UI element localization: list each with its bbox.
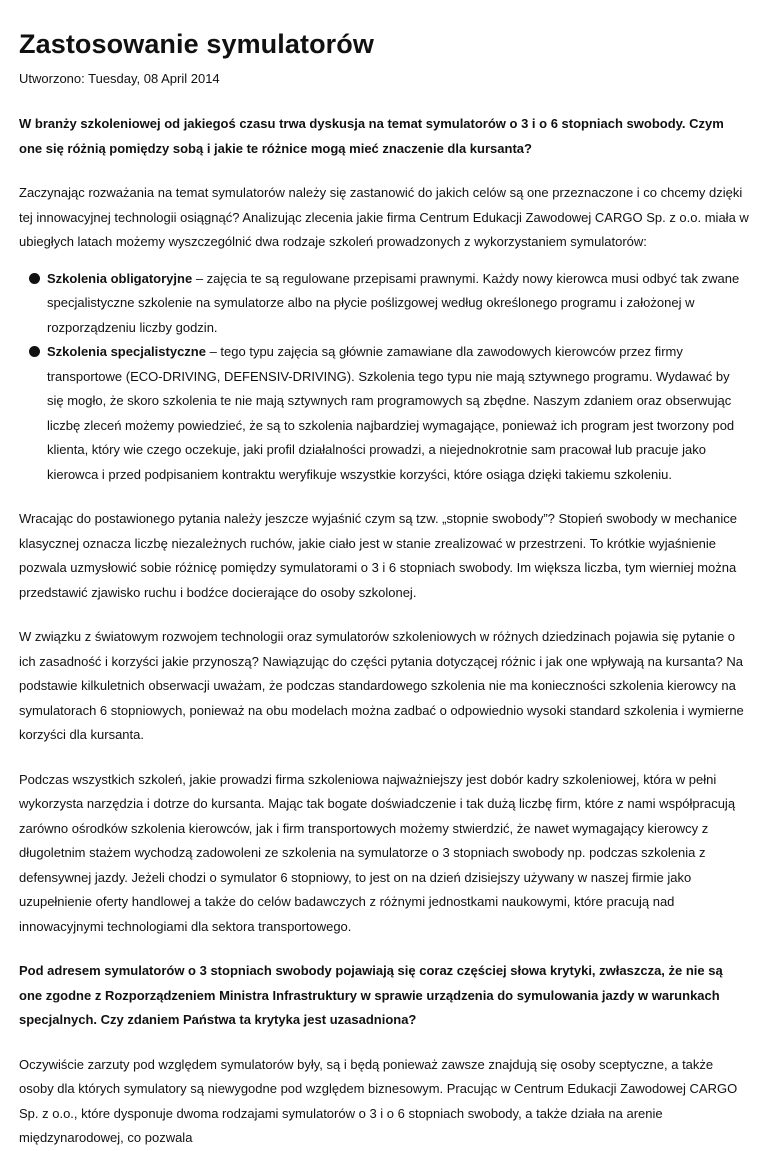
paragraph-technology: W związku z światowym rozwojem technologii oraz symulatorów szkoleniowych w różnych dziedzinach pojawia się pytanie o ich zasadność i korzyści jakie przynoszą? Nawiązując do części pytania dotyczącej różnic i jak one wpływają na kursanta? Na podstawie kilkuletnich obserwacji uważam, że podczas standardowego szkolenia nie ma konieczności szkolenia kierowcy na symulatorach 6 stopniowych, ponieważ na obu modelach można zadbać o odpowiednio wysoki standard szkolenia i wymierne korzyści dla kursanta. <box>19 629 744 742</box>
bullet-icon <box>29 346 40 357</box>
list-item-text: – zajęcia te są regulowane przepisami prawnymi. Każdy nowy kierowca musi odbyć tak zwane specjalistyczne szkolenie na symulatorze albo na płycie poślizgowej według określonego programu i założonej w rozporządzeniu liczby godzin. <box>47 270 740 335</box>
paragraph-intro: Zaczynając rozważania na temat symulatorów należy się zastanowić do jakich celów są one przeznaczone i co chcemy dzięki tej innowacyjnej technologii osiągnąć? Analizując zlecenia jakie firma Centrum Edukacji Zawodowej CARGO Sp. z o.o. miała w ubiegłych latach możemy wyszczególnić dwa rodzaje szkoleń prowadzonych z wykorzystaniem symulatorów: <box>19 185 749 249</box>
bullet-icon <box>29 273 40 284</box>
question-criticism: Pod adresem symulatorów o 3 stopniach swobody pojawiają się coraz częściej słowa krytyki, zwłaszcza, że nie są one zgodne z Rozporządzeniem Ministra Infrastruktury w sprawie urządzenia do symulowania jazdy w warunkach specjalnych. Czy zdaniem Państwa ta krytyka jest uzasadniona? <box>19 963 723 1027</box>
created-date: Utworzono: Tuesday, 08 April 2014 <box>19 71 220 86</box>
list-item-term: Szkolenia specjalistyczne <box>47 344 206 359</box>
list-item-text: – tego typu zajęcia są głównie zamawiane dla zawodowych kierowców przez firmy transportowe (ECO-DRIVING, DEFENSIV-DRIVING). Szkolenia tego typu nie mają sztywnego programu. Wydawać by się mogło, że skoro szkolenia te nie mają sztywnych ram programowych są zbędne. Naszym zdaniem oraz obserwując liczbę zleceń możemy powiedzieć, że są to szkolenia najbardziej wymagające, ponieważ ich program jest tworzony pod klienta, który wie czego oczekuje, jaki profil działalności prowadzi, a niejednokrotnie sam pracował lub pracuje jako kierowca i przed podpisaniem kontraktu weryfikuje wszystkie korzyści, które osiąga dzięki takiemu szkoleniu. <box>47 344 735 482</box>
paragraph-degrees-of-freedom: Wracając do postawionego pytania należy jeszcze wyjaśnić czym są tzw. „stopnie swobody”? Stopień swobody w mechanice klasycznej oznacza liczbę niezależnych ruchów, jakie ciało jest w stanie zrealizować w przestrzeni. To krótkie wyjaśnienie pozwala uzmysłowić sobie różnicę pomiędzy symulatorami o 3 i 6 stopniach swobody. Im większa liczba, tym wierniej można przedstawić zjawisko ruchu i bodźce docierające do osoby szkolonej. <box>19 511 738 600</box>
list-item <box>29 340 749 487</box>
training-types-list <box>19 267 749 488</box>
paragraph-answer: Oczywiście zarzuty pod względem symulatorów były, są i będą ponieważ zawsze znajdują się osoby sceptyczne, a także osoby dla których symulatory są niewygodne pod względem biznesowym. Pracując w Centrum Edukacji Zawodowej CARGO Sp. z o.o., które dysponuje dwoma rodzajami symulatorów o 3 i o 6 stopniach swobody, a także działa na arenie międzynarodowej, co pozwala <box>19 1056 738 1145</box>
list-item <box>29 267 749 341</box>
paragraph-staff: Podczas wszystkich szkoleń, jakie prowadzi firma szkoleniowa najważniejszy jest dobór kadry szkoleniowej, która w pełni wykorzysta narzędzia i dotrze do kursanta. Mając tak bogate doświadczenie i tak dużą liczbę firm, które z nami współpracują zarówno ośrodków szkolenia kierowców, jak i firm transportowych możemy stwierdzić, że nawet wymagający kierowcy z długoletnim stażem wychodzą zadowoleni ze szkolenia na symulatorze o 3 stopniach swobody np. podczas szkolenia z defensywnej jazdy. Jeżeli chodzi o symulator 6 stopniowy, to jest on na dzień dzisiejszy używany w naszej firmie jako uzupełnienie oferty handlowej a także do celów badawczych z różnymi jednostkami naukowymi, które pracują nad innowacyjnymi technologiami dla sektora transportowego. <box>19 771 736 934</box>
lead-question: W branży szkoleniowej od jakiegoś czasu trwa dyskusja na temat symulatorów o 3 i o 6 stopniach swobody. Czym one się różnią pomiędzy sobą i jakie te różnice mogą mieć znaczenie dla kursanta? <box>19 116 724 156</box>
page-title: Zastosowanie symulatorów <box>19 29 374 59</box>
list-item-term: Szkolenia obligatoryjne <box>47 270 193 286</box>
